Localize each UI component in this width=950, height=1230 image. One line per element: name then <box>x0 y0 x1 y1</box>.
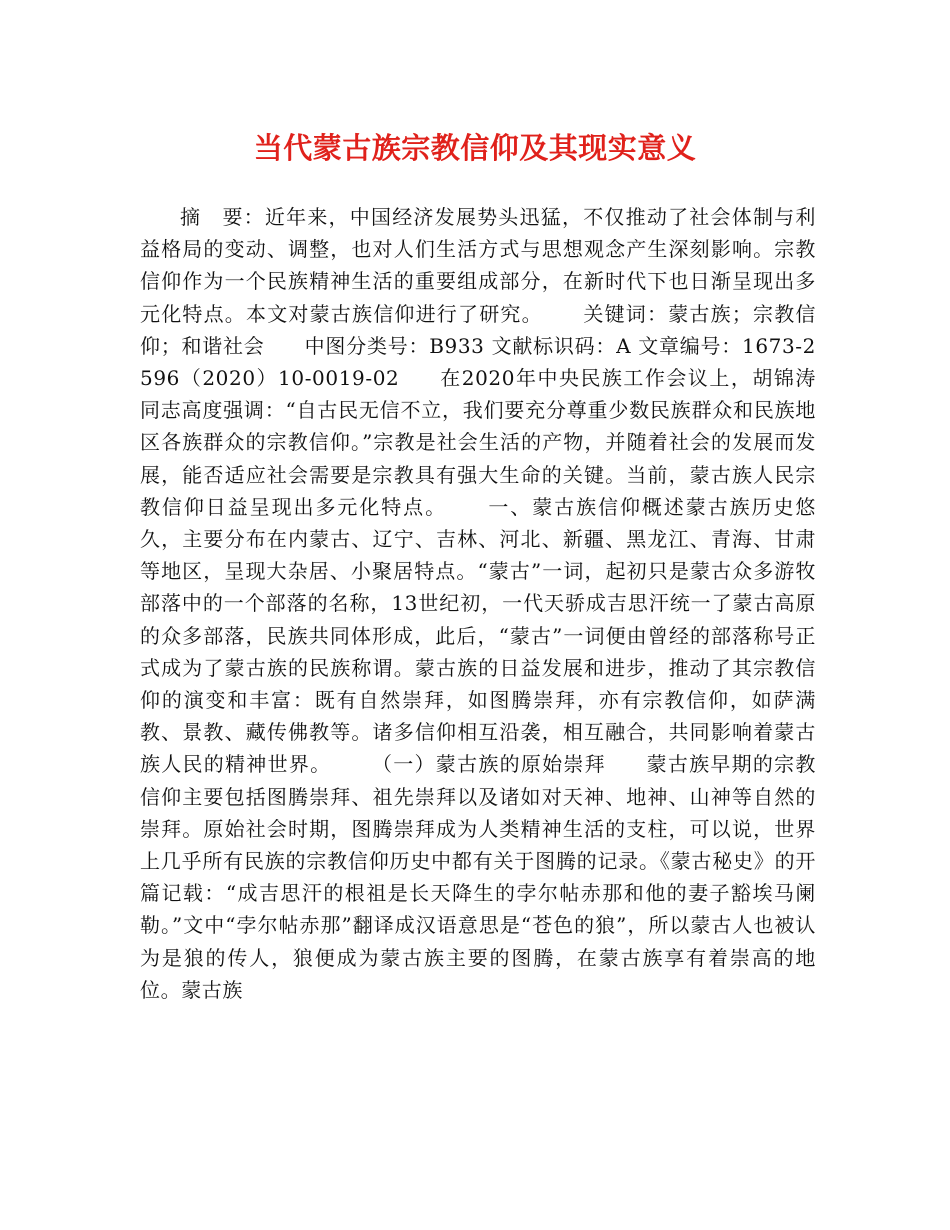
keywords-text: 关键词：蒙古族；宗教信仰；和谐社会 <box>140 301 816 358</box>
subsection-1-text: 蒙古族早期的宗教信仰主要包括图腾崇拜、祖先崇拜以及诸如对天神、地神、山神等自然的崇拜。原始社会时期，图腾崇拜成为人类精神生活的支柱，可以说，世界上几乎所有民族的宗教信仰历史中都有关于图腾的记录。《蒙古秘史》的开篇记载：“成吉思汗的根祖是长天降生的孛尔帖赤那和他的妻子豁埃马阑勒。”文中“孛尔帖赤那”翻译成汉语意思是“苍色的狼”，所以蒙古人也被认为是狼的传人，狼便成为蒙古族主要的图腾，在蒙古族享有着崇高的地位。蒙古族 <box>140 752 816 1002</box>
intro-text: 在2020年中央民族工作会议上，胡锦涛同志高度强调：“自古民无信不立，我们要充分尊重少数民族群众和民族地区各族群众的宗教信仰。”宗教是社会生活的产物，并随着社会的发展而发展，能否适应社会需要是宗教具有强大生命的关键。当前，蒙古族人民宗教信仰日益呈现出多元化特点。 <box>140 366 816 519</box>
body-paragraph <box>140 201 816 1006</box>
section-heading-1: 一、蒙古族信仰概述 <box>487 494 686 519</box>
document-title: 当代蒙古族宗教信仰及其现实意义 <box>253 131 697 165</box>
section-1-text: 蒙古族历史悠久，主要分布在内蒙古、辽宁、吉林、河北、新疆、黑龙江、青海、甘肃等地区，呈现大杂居、小聚居特点。“蒙古”一词，起初只是蒙古众多游牧部落中的一个部落的名称，13世纪初，一代天骄成吉思汗统一了蒙古高原的众多部落，民族共同体形成，此后，“蒙古”一词便由曾经的部落称号正式成为了蒙古族的民族称谓。蒙古族的日益发展和进步，推动了其宗教信仰的演变和丰富：既有自然崇拜，如图腾崇拜，亦有宗教信仰，如萨满教、景教、藏传佛教等。诸多信仰相互沿袭，相互融合，共同影响着蒙古族人民的精神世界。 <box>140 494 816 777</box>
abstract-text: 摘 要：近年来，中国经济发展势头迅猛，不仅推动了社会体制与利益格局的变动、调整，也对人们生活方式与思想观念产生深刻影响。宗教信仰作为一个民族精神生活的重要组成部分，在新时代下也日渐呈现出多元化特点。本文对蒙古族信仰进行了研究。 <box>140 205 816 326</box>
classification-text: 中图分类号：B933 文献标识码：A 文章编号：1673-2596（2020）10-0019-02 <box>140 333 816 391</box>
subsection-heading-1: （一）蒙古族的原始崇拜 <box>371 752 606 777</box>
